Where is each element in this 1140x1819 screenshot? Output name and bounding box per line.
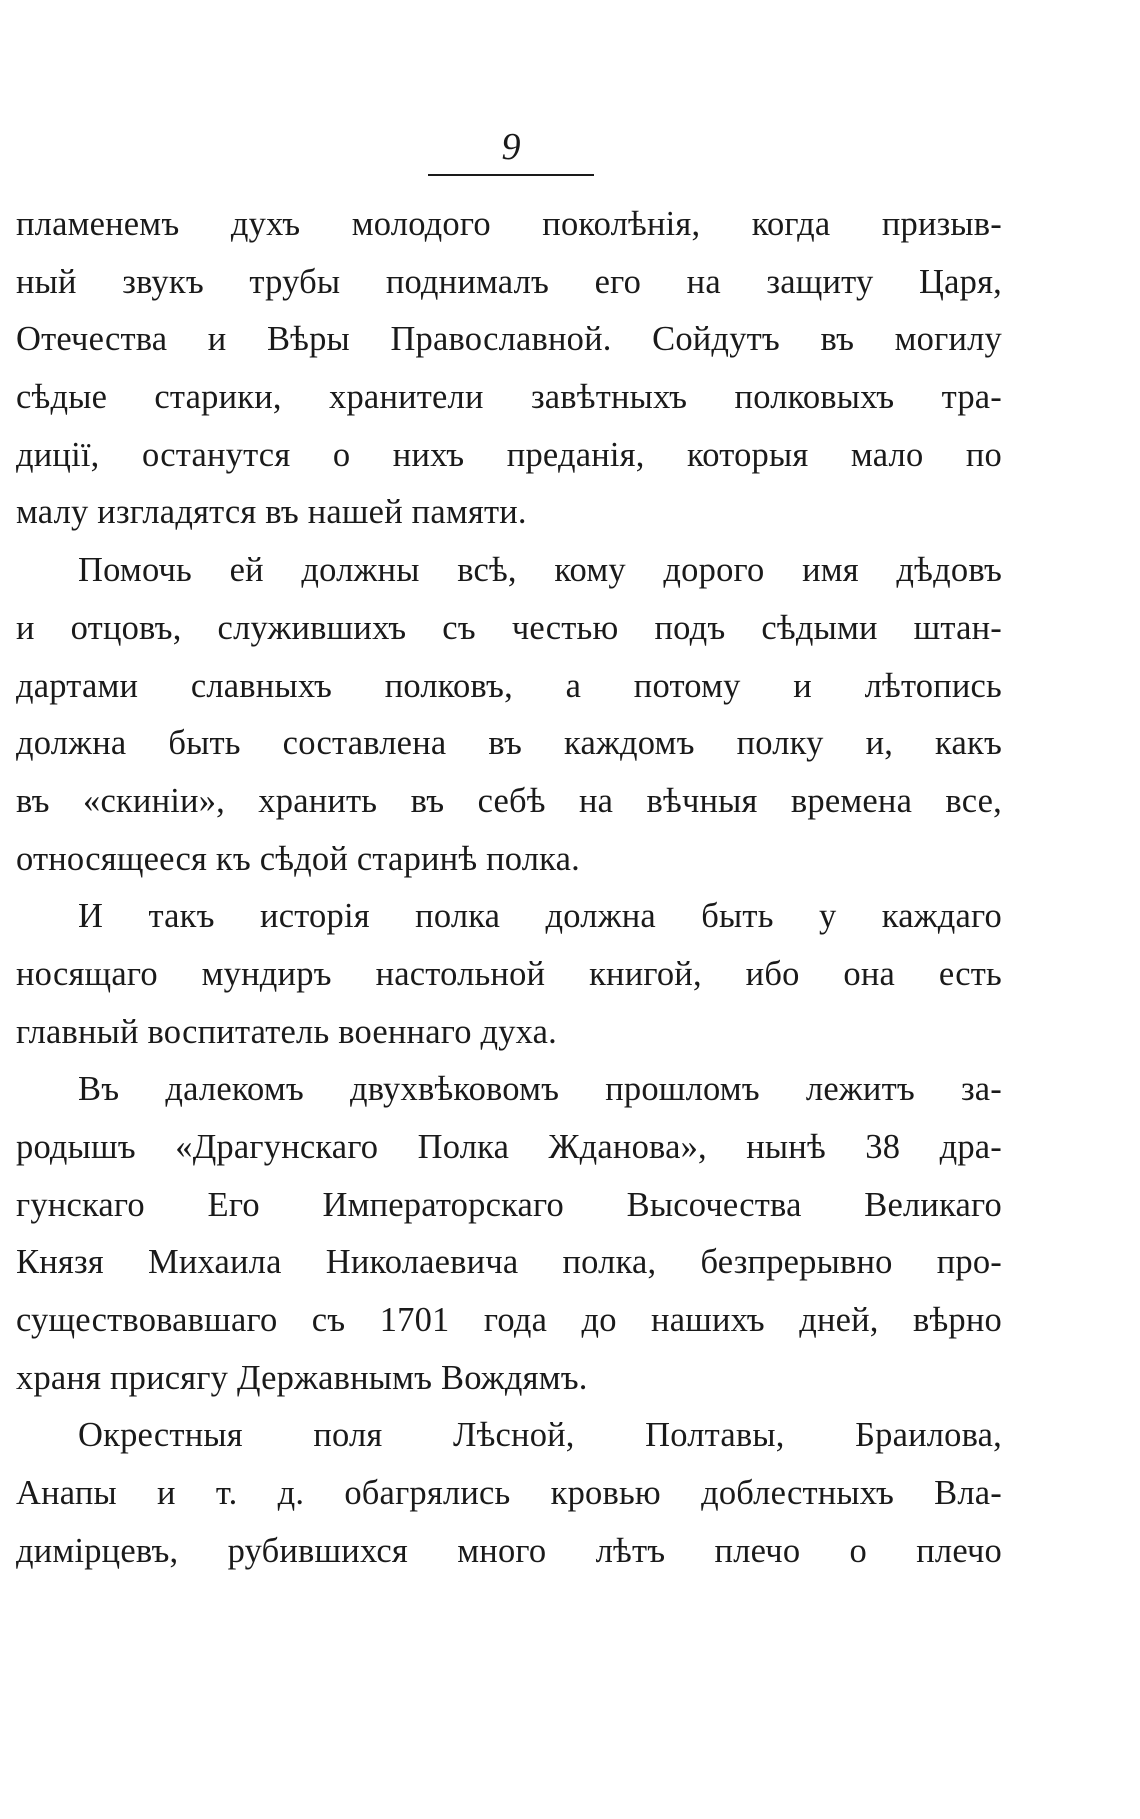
- paragraph-5: [16, 1407, 1002, 1580]
- paragraph-3: [16, 888, 1002, 1061]
- text-line: Отечества и Вѣры Православной. Сойдутъ въ могилу: [16, 320, 1002, 359]
- text-line: Помочь ей должны всѣ, кому дорого имя дѣдовъ: [78, 551, 1002, 590]
- text-line: пламенемъ духъ молодого поколѣнія, когда призыв-: [16, 205, 1002, 243]
- text-line: Окрестныя поля Лѣсной, Полтавы, Браилова,: [78, 1416, 1002, 1455]
- text-line: храня присягу Державнымъ Вождямъ.: [16, 1358, 588, 1397]
- text-line: Анапы и т. д. обагрялись кровью доблестныхъ Вла-: [16, 1474, 1002, 1513]
- text-line: относящееся къ сѣдой старинѣ полка.: [16, 839, 580, 878]
- text-line: дартами славныхъ полковъ, а потому и лѣтопись: [16, 666, 1002, 705]
- text-line: въ «скиніи», хранить въ себѣ на вѣчныя времена все,: [16, 781, 1002, 820]
- text-line: Въ далекомъ двухвѣковомъ прошломъ лежитъ за-: [78, 1070, 1002, 1109]
- text-line: и отцовъ, служившихъ съ честью подъ сѣдыми штан-: [16, 608, 1002, 647]
- text-line: существовавшаго съ 1701 года до нашихъ дней, вѣрно: [16, 1301, 1002, 1340]
- text-line: И такъ исторія полка должна быть у каждаго: [78, 897, 1002, 936]
- paragraph-2: [16, 542, 1002, 888]
- body-text: [16, 196, 1002, 1581]
- text-line: сѣдые старики, хранители завѣтныхъ полковыхъ тра-: [16, 378, 1002, 417]
- text-line: димірцевъ, рубившихся много лѣтъ плечо о плечо: [16, 1531, 1002, 1570]
- text-line: диції, останутся о нихъ преданія, которыя мало по: [16, 435, 1002, 474]
- text-line: родышъ «Драгунскаго Полка Жданова», нынѣ 38 дра-: [16, 1128, 1002, 1166]
- text-line: главный воспитатель военнаго духа.: [16, 1012, 558, 1051]
- text-line: малу изгладятся въ нашей памяти.: [16, 493, 527, 532]
- text-line: Князя Михаила Николаевича полка, безпрерывно про-: [16, 1243, 1002, 1282]
- text-line: носящаго мундиръ настольной книгой, ибо она есть: [16, 954, 1002, 993]
- text-line: ный звукъ трубы поднималъ его на защиту Царя,: [16, 262, 1002, 301]
- page-number: 9: [428, 128, 594, 176]
- paragraph-4: [16, 1061, 1002, 1407]
- text-line: гунскаго Его Императорскаго Высочества Великаго: [16, 1185, 1002, 1224]
- text-line: должна быть составлена въ каждомъ полку и, какъ: [16, 724, 1002, 763]
- paragraph-1: [16, 196, 1002, 542]
